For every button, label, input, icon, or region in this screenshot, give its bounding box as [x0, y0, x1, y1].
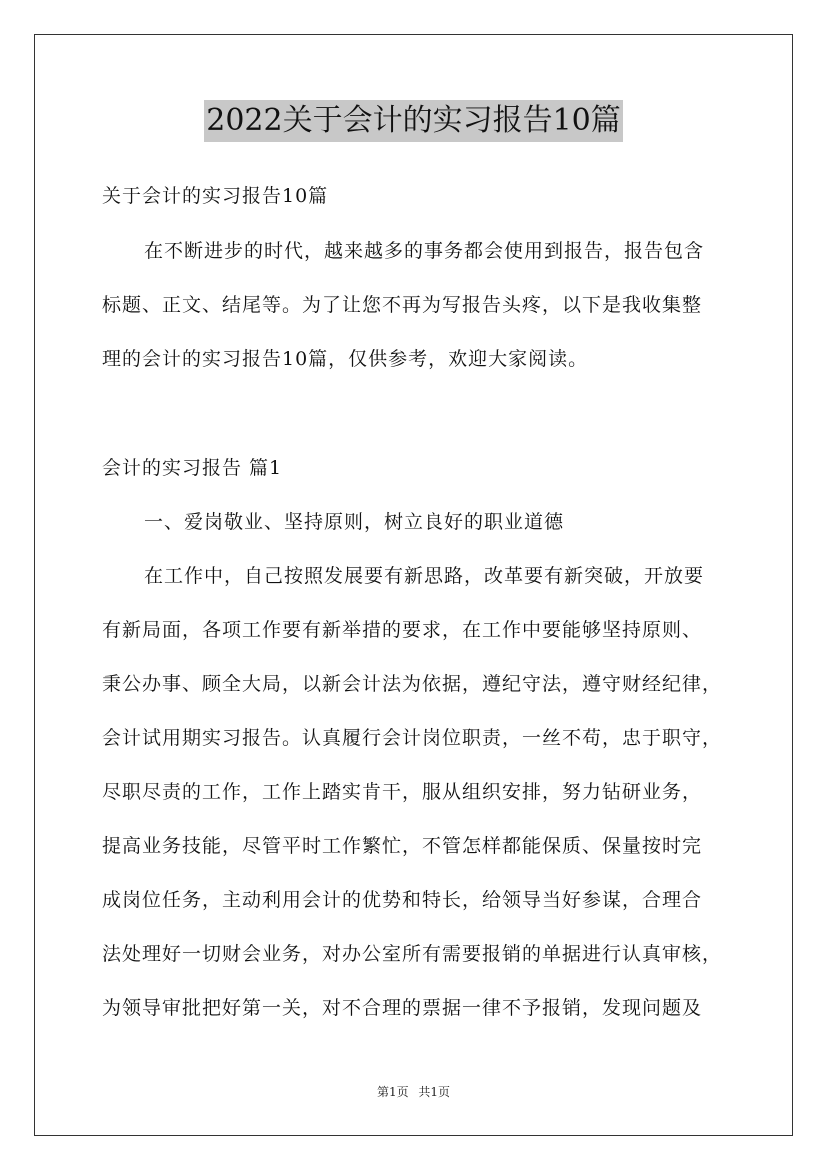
body-line: 尽职尽责的工作，工作上踏实肯干，服从组织安排，努力钻研业务， — [102, 781, 703, 803]
body-line: 在工作中，自己按照发展要有新思路，改革要有新突破，开放要 — [144, 565, 705, 587]
body-line: 提高业务技能，尽管平时工作繁忙，不管怎样都能保质、保量按时完 — [102, 835, 703, 857]
body-line: 有新局面，各项工作要有新举措的要求，在工作中要能够坚持原则、 — [102, 619, 703, 641]
body-line: 为领导审批把好第一关，对不合理的票据一律不予报销，发现问题及 — [102, 997, 703, 1019]
body-line: 成岗位任务，主动利用会计的优势和特长，给领导当好参谋，合理合 — [102, 889, 703, 911]
title-container — [0, 100, 827, 142]
section-heading: 会计的实习报告 篇1 — [102, 457, 283, 479]
body-line: 法处理好一切财会业务，对办公室所有需要报销的单据进行认真审核， — [102, 943, 723, 965]
subtitle: 关于会计的实习报告10篇 — [102, 185, 329, 207]
intro-line: 理的会计的实习报告10篇，仅供参考，欢迎大家阅读。 — [102, 348, 589, 370]
body-line: 会计试用期实习报告。认真履行会计岗位职责，一丝不苟，忠于职守， — [102, 727, 723, 749]
page-number: 第1页 — [376, 1085, 409, 1099]
page-footer — [0, 1083, 827, 1100]
intro-line: 在不断进步的时代，越来越多的事务都会使用到报告，报告包含 — [144, 240, 705, 262]
document-title: 2022关于会计的实习报告10篇 — [204, 100, 623, 142]
point-heading: 一、爱岗敬业、坚持原则，树立良好的职业道德 — [144, 511, 565, 533]
body-line: 秉公办事、顾全大局，以新会计法为依据，遵纪守法，遵守财经纪律， — [102, 673, 723, 695]
page-total: 共1页 — [418, 1085, 451, 1099]
intro-line: 标题、正文、结尾等。为了让您不再为写报告头疼，以下是我收集整 — [102, 294, 703, 316]
